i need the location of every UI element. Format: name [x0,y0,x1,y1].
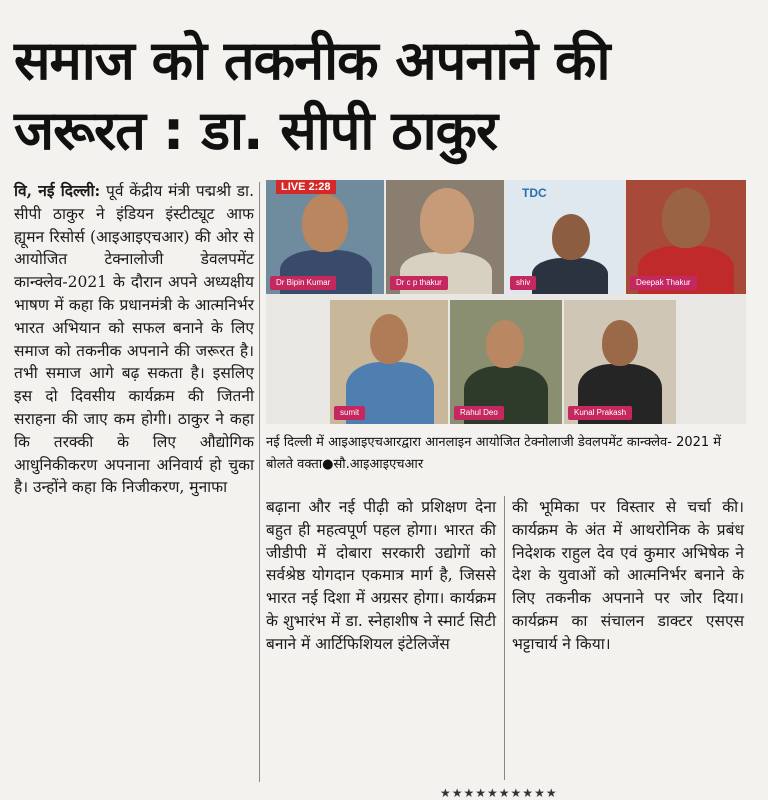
article-text-middle: बढ़ाना और नई पीढ़ी को प्रशिक्षण देना बहुत ही महत्वपूर्ण पहल होगा। भारत की जीडीपी में दोबारा सरकारी उद्योगों को सर्वश्रेष्ठ योगदान एकमात्र मार्ग है, जिससे भारत नई दिशा में अग्रसर होगा। कार्यक्रम के शुभारंभ में डा. स्नेहाशीष ने स्मार्ट सिटी बनाने में आर्टिफिशियल इंटेलिजेंस [266,498,496,653]
participant-label: Deepak Thakur [630,276,697,290]
participant-head [302,194,348,252]
participant-head [370,314,408,364]
participant-head [486,320,524,368]
video-conference-photo [266,180,746,424]
column-divider [504,496,505,780]
participant-label: sumit [334,406,365,420]
headline [14,26,754,166]
participant-label: Dr c p thakur [390,276,448,290]
live-badge: LIVE 2:28 [276,180,336,194]
dateline: वि, नई दिल्ली: [14,181,101,200]
participant-label: Dr Bipin Kumar [270,276,336,290]
participant-head [662,188,710,248]
participant-label: shiv [510,276,536,290]
participant-tile [330,300,448,424]
divider-stars: ★★★★★★★★★★ [440,786,558,800]
participant-tile [266,180,384,294]
participant-tile [450,300,562,424]
column-divider [259,182,260,782]
participant-head [602,320,638,366]
article-column-right [512,496,744,656]
participant-body [532,258,608,294]
participant-head [552,214,590,260]
participant-head [420,188,474,254]
participant-tile [626,180,746,294]
participant-label: Rahul Deo [454,406,504,420]
photo-caption: नई दिल्ली में आइआइएचआरद्वारा आनलाइन आयोजित टेक्नोलाजी डेवलपमेंट कान्क्लेव- 2021 में बोलते वक्ता●सौ.आइआइएचआर [266,435,722,472]
headline-line-2: जरूरत : डा. सीपी ठाकुर [14,99,498,162]
tdc-logo: TDC [522,186,547,200]
participant-label: Kunal Prakash [568,406,632,420]
article-column-middle [266,496,496,656]
article-column-left [14,180,254,499]
article-text-left: पूर्व केंद्रीय मंत्री पद्मश्री डा. सीपी ठाकुर ने इंडियन इंस्टीट्यूट आफ ह्यूमन रिसोर्स (आइआइएचआर) की ओर से आयोजित टेक्नालोजी डेवलपमेंट कान्क्लेव-2021 के दौरान अपने अध्यक्षीय भाषण में कहा कि प्रधानमंत्री के आत्मनिर्भर भारत अभियान को सफल बनाने के लिए समाज को तकनीक अपनाने की जरूरत है। तभी समाज आगे बढ़ सकता है। इसलिए इस दो दिवसीय कार्यक्रम की जितनी सराहना की जाए कम होगी। ठाकुर ने कहा कि तरक्की के लिए औद्योगिक आधुनिकीकरण अपनाना अनिवार्य हो चुका है। उन्होंने कहा कि निजीकरण, मुनाफा [14,182,254,497]
participant-tile [564,300,676,424]
participant-tile [386,180,504,294]
headline-line-1: समाज को तकनीक अपनाने की [14,29,610,92]
article-text-right: की भूमिका पर विस्तार से चर्चा की। कार्यक्रम के अंत में आथरोनिक के प्रबंध निदेशक राहुल देव एवं कुमार अभिषेक ने देश के युवाओं को आत्मनिर्भर बनाने के लिए तकनीक अपनाने पर जोर दिया। कार्यक्रम का संचालन डाक्टर एसएस भट्टाचार्य ने किया। [512,498,744,653]
participant-tile [506,180,624,294]
